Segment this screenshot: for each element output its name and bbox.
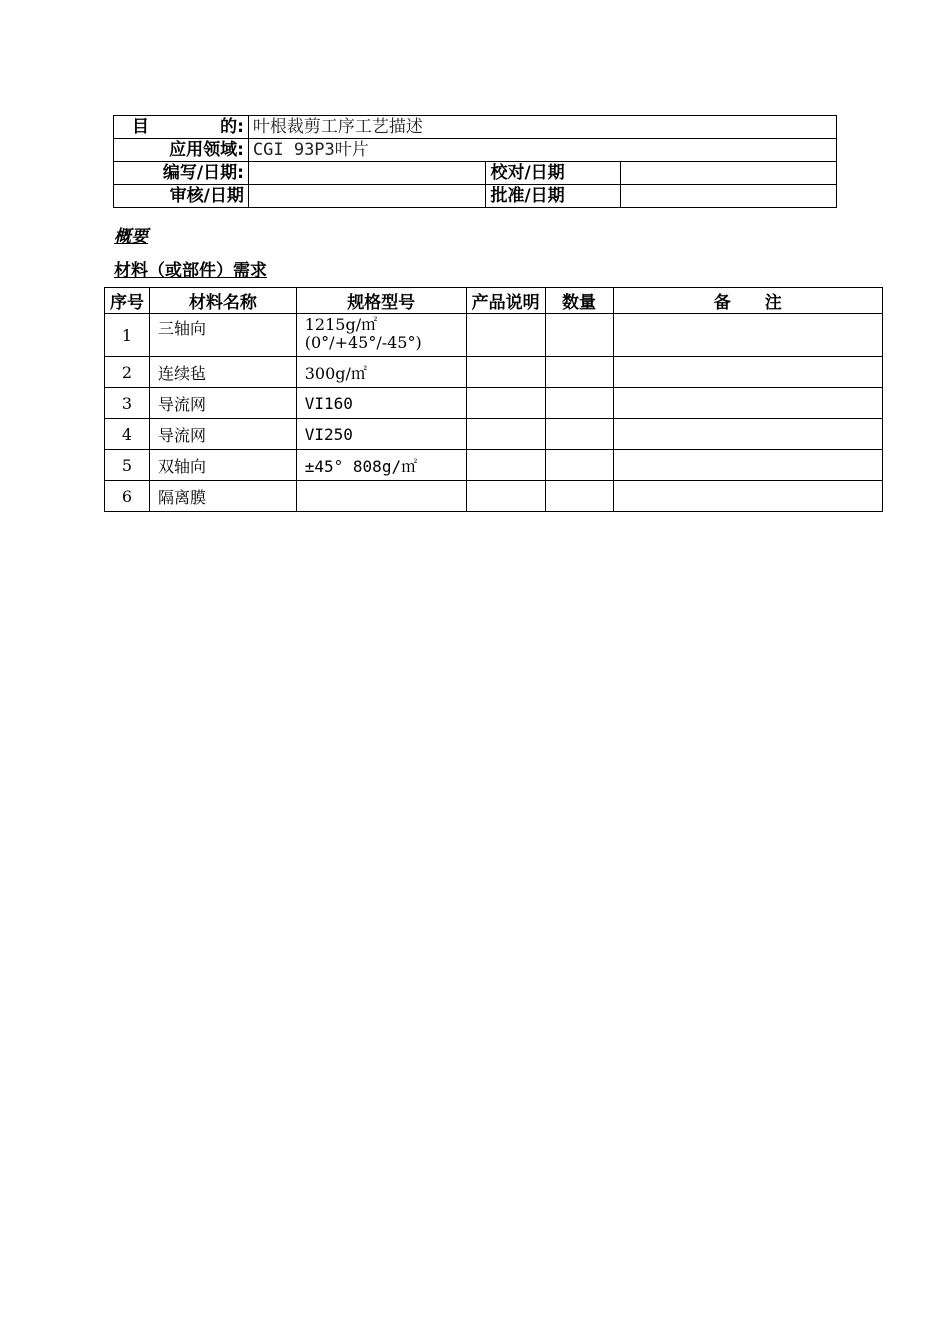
cell-no: 6 [105, 481, 150, 512]
purpose-row [114, 116, 837, 139]
cell-note [613, 481, 883, 512]
column-header-no: 序号 [105, 288, 150, 314]
cell-desc [466, 419, 545, 450]
table-row [105, 357, 883, 388]
cell-note [613, 357, 883, 388]
cell-spec: VI160 [296, 388, 466, 419]
cell-no: 1 [105, 314, 150, 357]
field-value: CGI 93P3叶片 [248, 139, 836, 162]
cell-qty [545, 314, 613, 357]
checker-value [621, 162, 837, 185]
cell-note [613, 450, 883, 481]
materials-table [104, 287, 883, 512]
cell-note [613, 314, 883, 357]
summary-heading: 概要 [114, 227, 148, 247]
reviewer-value [248, 185, 486, 208]
cell-spec: 1215g/㎡(0°/+45°/-45°) [296, 314, 466, 357]
purpose-value: 叶根裁剪工序工艺描述 [248, 116, 836, 139]
cell-qty [545, 388, 613, 419]
review-row [114, 185, 837, 208]
materials-header-row [105, 288, 883, 314]
cell-qty [545, 481, 613, 512]
cell-desc [466, 388, 545, 419]
cell-name: 导流网 [149, 419, 296, 450]
cell-no: 4 [105, 419, 150, 450]
reviewer-label: 审核/日期 [114, 185, 249, 208]
cell-spec: VI250 [296, 419, 466, 450]
author-row [114, 162, 837, 185]
author-label: 编写/日期: [114, 162, 249, 185]
column-header-note: 备 注 [613, 288, 883, 314]
column-header-qty: 数量 [545, 288, 613, 314]
cell-qty [545, 419, 613, 450]
cell-desc [466, 357, 545, 388]
purpose-label: 目 的: [114, 116, 249, 139]
author-value [248, 162, 486, 185]
table-row [105, 388, 883, 419]
cell-desc [466, 314, 545, 357]
cell-no: 3 [105, 388, 150, 419]
cell-name: 三轴向 [149, 314, 296, 357]
cell-qty [545, 450, 613, 481]
cell-spec: ±45° 808g/㎡ [296, 450, 466, 481]
document-header-table [113, 115, 837, 208]
cell-name: 连续毡 [149, 357, 296, 388]
column-header-name: 材料名称 [149, 288, 296, 314]
column-header-spec: 规格型号 [296, 288, 466, 314]
approver-label: 批准/日期 [486, 185, 621, 208]
field-label: 应用领域: [114, 139, 249, 162]
cell-desc [466, 481, 545, 512]
field-row [114, 139, 837, 162]
materials-heading: 材料（或部件）需求 [114, 261, 267, 281]
table-row [105, 314, 883, 357]
checker-label: 校对/日期 [486, 162, 621, 185]
cell-no: 2 [105, 357, 150, 388]
cell-name: 双轴向 [149, 450, 296, 481]
column-header-desc: 产品说明 [466, 288, 545, 314]
table-row [105, 419, 883, 450]
cell-no: 5 [105, 450, 150, 481]
table-row [105, 450, 883, 481]
cell-desc [466, 450, 545, 481]
cell-qty [545, 357, 613, 388]
cell-spec [296, 481, 466, 512]
cell-name: 导流网 [149, 388, 296, 419]
approver-value [621, 185, 837, 208]
cell-name: 隔离膜 [149, 481, 296, 512]
table-row [105, 481, 883, 512]
cell-spec: 300g/㎡ [296, 357, 466, 388]
cell-note [613, 388, 883, 419]
cell-note [613, 419, 883, 450]
